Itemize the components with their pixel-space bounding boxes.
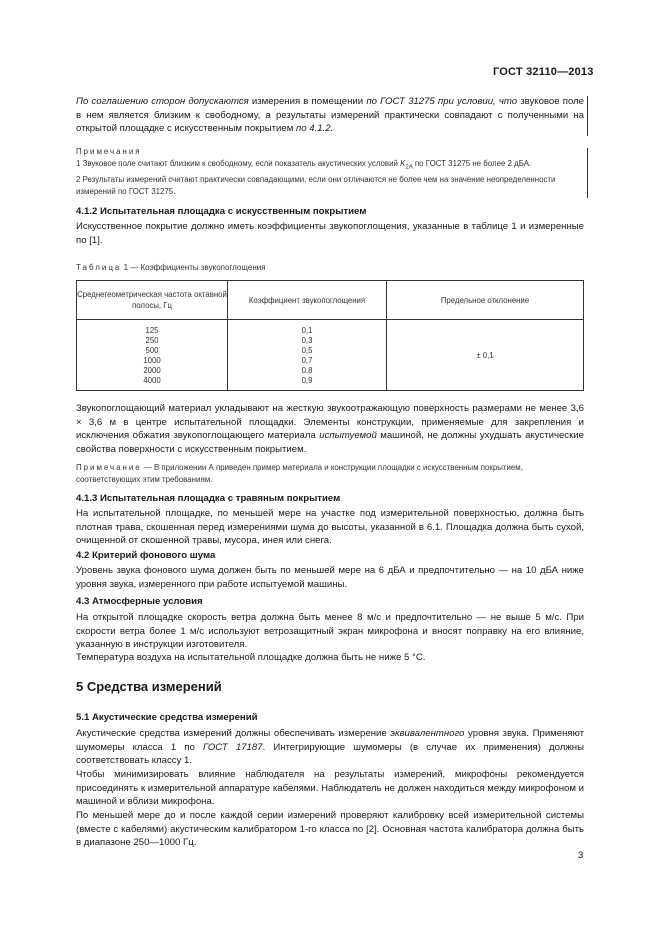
frequency-values-cell [77,320,228,391]
intro-italic-2: по ГОСТ 31275 при условии, что [366,96,518,107]
freq-250: 250 [145,336,159,345]
coef-2000: 0,8 [301,366,313,375]
freq-125: 125 [145,326,159,335]
section-4-1-3-heading: 4.1.3 Испытательная площадка с травяным покрытием [76,493,341,504]
intro-text-1: измерения в помещении [248,96,367,107]
note-1-symbol: K [400,159,406,168]
section-4-3-heading: 4.3 Атмосферные условия [76,596,203,607]
s51-p1-text-b: уровня звука. Применяют шумомеры класса 1 по [76,728,584,753]
table-caption-text: 1 — Коэффициенты звукопоглощения [121,263,266,272]
note-1-text-a: 1 Звуковое поле считают близким к свободному, если показатель акустических условий [76,159,401,168]
table-header-row [77,281,584,320]
s51-p1-text-a: Акустические средства измерений должны обеспечивать измерение [76,728,391,739]
table-caption-label: Таблица [76,263,122,272]
change-bar [587,96,588,136]
section-4-1-3-text: На испытательной площадке, по меньшей мере на участке под измерительной поверхностью, должна быть плотная трава, скошенная перед измерениями шума до высоты, указанной в 6.1. Площадка должна быть сухой, очищенной от скошенной травы, мусора, инея или снега. [76,508,584,547]
section-4-1-2-heading: 4.1.2 Испытательная площадка с искусственным покрытием [76,206,367,217]
coefficient-values-cell [228,320,387,391]
intro-paragraph [76,95,584,136]
coef-125: 0,1 [301,326,313,335]
col-deviation-header: Предельное отклонение [387,281,584,320]
page-number: 3 [578,850,584,861]
freq-2000: 2000 [143,366,161,375]
section-4-2-heading: 4.2 Критерий фонового шума [76,550,216,561]
note-1-subscript: 2A [405,164,413,171]
intro-italic-3: по 4.1.2. [295,123,334,135]
section-5-1-paragraph-1 [76,727,584,768]
note-appendix [76,462,584,486]
col-frequency-header: Среднегеометрическая частота октавной полосы, Гц [77,281,228,320]
material-italic: испытуемой [319,430,377,442]
table-caption [76,263,266,272]
note-2: 2 Результаты измерений считают практически совпадающими, если они отличаются не более чем на значение неопределенности измерений по ГОСТ 31275. [76,174,556,196]
s51-p1-italic: эквивалентного [390,728,465,739]
material-paragraph [76,402,584,456]
coef-250: 0,3 [301,336,313,345]
section-5-1-paragraph-2: Чтобы минимизировать влияние наблюдателя на результаты измерений, микрофоны рекомендуется присоединять к измерительной аппаратуре кабелями. Наблюдатель не должен находиться между микрофоном и машиной и вблизи микрофона. [76,769,584,808]
intro-italic-1: По соглашению сторон допускаются [76,96,249,107]
note-1 [76,158,584,174]
note-1-text-b: по ГОСТ 31275 не более 2 дБА. [412,159,532,168]
material-text-a: Звукопоглощающий материал укладывают на жесткую звукоотражающую поверхность размерами не менее 3,6 × 3,6 м в центре испытательной площадки. Элементы конструкции, применяемые для закрепления и исключения обжатия звукопоглощающего материала [76,403,584,442]
table-body-row [77,320,584,391]
change-bar-notes [587,148,588,198]
intro-text-2: звуковое поле в нем является близким к свободному, а результаты измерений практически совпадают с полученными на открытой площадке с искусственным покрытием [76,96,584,135]
coef-1000: 0,7 [301,356,313,365]
notes-title: Примечания [76,147,142,156]
note-appendix-label: Примечание [76,463,142,472]
s51-p1-text-c: . Интегрирующие шумомеры (в случае их применения) должны соответствовать классу 1. [76,741,584,767]
section-4-2-text: Уровень звука фонового шума должен быть по меньшей мере на 6 дБА и предпочтительно — на 10 дБА ниже уровня звука, измеренного при работе испытуемой машины. [76,565,584,590]
material-text-b: машиной, не должны ухудшать акустические свойства поверхности с искусственным покрытием. [76,430,584,455]
absorption-table [76,280,584,391]
section-5-1-heading: 5.1 Акустические средства измерений [76,712,258,723]
note-appendix-text: — В приложении А приведен пример материала и конструкции площадки с искусственным покрытием, соответствующих этим требованиям. [76,463,523,484]
freq-500: 500 [145,346,159,355]
document-code: ГОСТ 32110—2013 [493,66,594,78]
coef-500: 0,5 [301,346,313,355]
s51-p1-italic-2: ГОСТ 17187 [202,741,263,753]
freq-1000: 1000 [143,356,161,365]
freq-4000: 4000 [143,376,161,385]
notes-block [76,146,584,198]
section-4-3-temperature: Температура воздуха на испытательной площадке должна быть не ниже 5 °С. [76,652,426,663]
section-5-1-paragraph-3: По меньшей мере до и после каждой серии измерений проверяют калибровку всей измерительной системы (вместе с кабелями) акустическим калибратором 1-го класса по [2]. Основная частота калибратора должна быть в диапазоне 250—1000 Гц. [76,810,584,849]
section-4-3-text: На открытой площадке скорость ветра должна быть менее 8 м/с и предпочтительно — не выше 5 м/с. При скорости ветра более 1 м/с используют ветрозащитный экран микрофона и вносят поправку на его влияние, указанную в инструкции изготовителя. [76,612,584,651]
coef-4000: 0,9 [301,376,313,385]
col-coefficient-header: Коэффициент звукопоглощения [228,281,387,320]
deviation-value-cell: ± 0,1 [387,320,584,391]
section-5-heading: 5 Средства измерений [76,679,222,694]
section-4-1-2-text: Искусственное покрытие должно иметь коэффициенты звукопоглощения, указанные в таблице 1 и измеренные по [1]. [76,221,584,246]
